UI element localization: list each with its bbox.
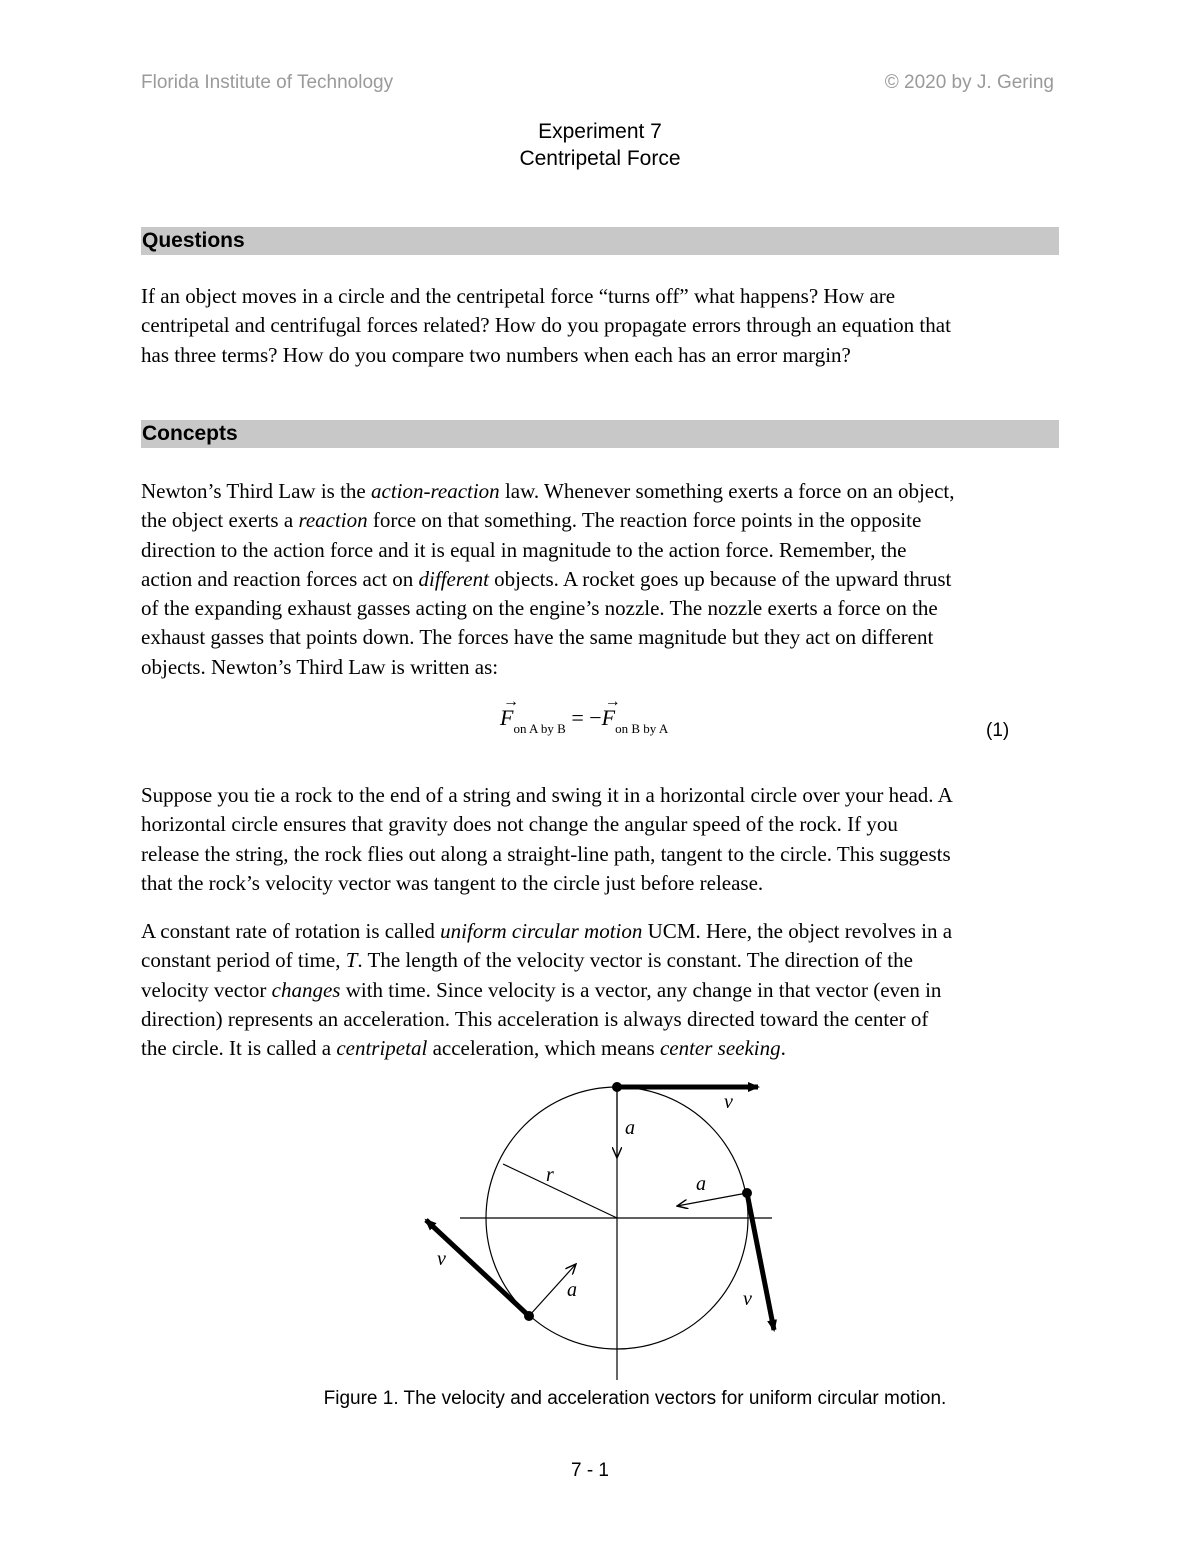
paragraph-line: the object exerts a reaction force on that something. The reaction force points in the opposite [141, 508, 922, 533]
questions-heading: Questions [141, 227, 1059, 255]
questions-line: centripetal and centrifugal forces related? How do you propagate errors through an equation that [141, 313, 951, 338]
paragraph-line: release the string, the rock flies out along a straight-line path, tangent to the circle. This suggests [141, 841, 951, 866]
emphasized-term: centripetal [336, 1036, 428, 1061]
paragraph-line: A constant rate of rotation is called uniform circular motion UCM. Here, the object revolves in a [141, 919, 953, 943]
questions-line: If an object moves in a circle and the centripetal force “turns off” what happens? How are [141, 284, 896, 308]
header-institution: Florida Institute of Technology [141, 72, 394, 93]
label-v-top: v [724, 1091, 733, 1113]
label-a-lower-left: a [567, 1279, 577, 1301]
label-v-right: v [743, 1288, 752, 1310]
paragraph-line: direction) represents an acceleration. This acceleration is always directed toward the center of [141, 1006, 929, 1031]
paragraph-line: velocity vector changes with time. Since velocity is a vector, any change in that vector (even in [141, 977, 942, 1002]
vector-arrow-icon: → [503, 693, 519, 710]
title-line-topic: Centripetal Force [519, 147, 681, 170]
title-line-experiment: Experiment 7 [538, 120, 662, 143]
paragraph-line: the circle. It is called a centripetal acceleration, which means center seeking. [141, 1036, 786, 1061]
concepts-heading: Concepts [141, 420, 1059, 448]
paragraph-line: objects. Newton’s Third Law is written as: [141, 654, 499, 679]
emphasized-term: uniform circular motion [440, 919, 643, 943]
equation-number: (1) [986, 720, 1010, 741]
emphasized-term: changes [271, 977, 341, 1002]
equation-rhs-symbol: F [601, 705, 616, 730]
emphasized-term: different [418, 566, 489, 591]
paragraph-line: Newton’s Third Law is the action-reaction law. Whenever something exerts a force on an object, [141, 479, 955, 503]
acceleration-vector-right [677, 1193, 747, 1206]
paragraph-line: direction to the action force and it is equal in magnitude to the action force. Remember, the [141, 537, 907, 562]
questions-line: has three terms? How do you compare two numbers when each has an error margin? [141, 342, 851, 367]
paragraph-line: Suppose you tie a rock to the end of a string and swing it in a horizontal circle over your head. A [141, 783, 953, 807]
paragraph-line: action and reaction forces act on different objects. A rocket goes up because of the upward thrust [141, 566, 952, 591]
paragraph-line: constant period of time, T. The length of the velocity vector is constant. The direction of the [141, 948, 913, 973]
paragraph-line: exhaust gasses that points down. The forces have the same magnitude but they act on different [141, 625, 934, 650]
equation-lhs-symbol: F [500, 705, 514, 730]
label-r: r [546, 1164, 554, 1186]
paragraph-line: horizontal circle ensures that gravity does not change the angular speed of the rock. If you [141, 812, 898, 837]
paragraph-line: of the expanding exhaust gasses acting on the engine’s nozzle. The nozzle exerts a force on the [141, 596, 938, 621]
emphasized-term: center seeking [659, 1036, 781, 1061]
radius-line [503, 1164, 617, 1218]
emphasized-term: T [345, 948, 358, 973]
equation-lhs-subscript: on A by B [513, 721, 566, 736]
page-number: 7 - 1 [570, 1460, 610, 1481]
object-point-right [742, 1188, 752, 1198]
equation-rhs-subscript: on B by A [615, 721, 669, 736]
label-a-top: a [625, 1117, 635, 1139]
object-point-lower-left [524, 1311, 534, 1321]
equation-operator: = − [565, 705, 602, 730]
label-v-lower-left: v [437, 1248, 446, 1270]
header-copyright: © 2020 by J. Gering [884, 72, 1054, 93]
label-a-right: a [696, 1173, 706, 1195]
emphasized-term: reaction [298, 508, 368, 533]
object-point-top [612, 1082, 622, 1092]
figure-caption: Figure 1. The velocity and acceleration vectors for uniform circular motion. [323, 1388, 947, 1409]
emphasized-term: action-reaction [371, 479, 500, 503]
paragraph-line: that the rock’s velocity vector was tangent to the circle just before release. [141, 870, 764, 895]
vector-arrow-icon: → [604, 693, 621, 710]
